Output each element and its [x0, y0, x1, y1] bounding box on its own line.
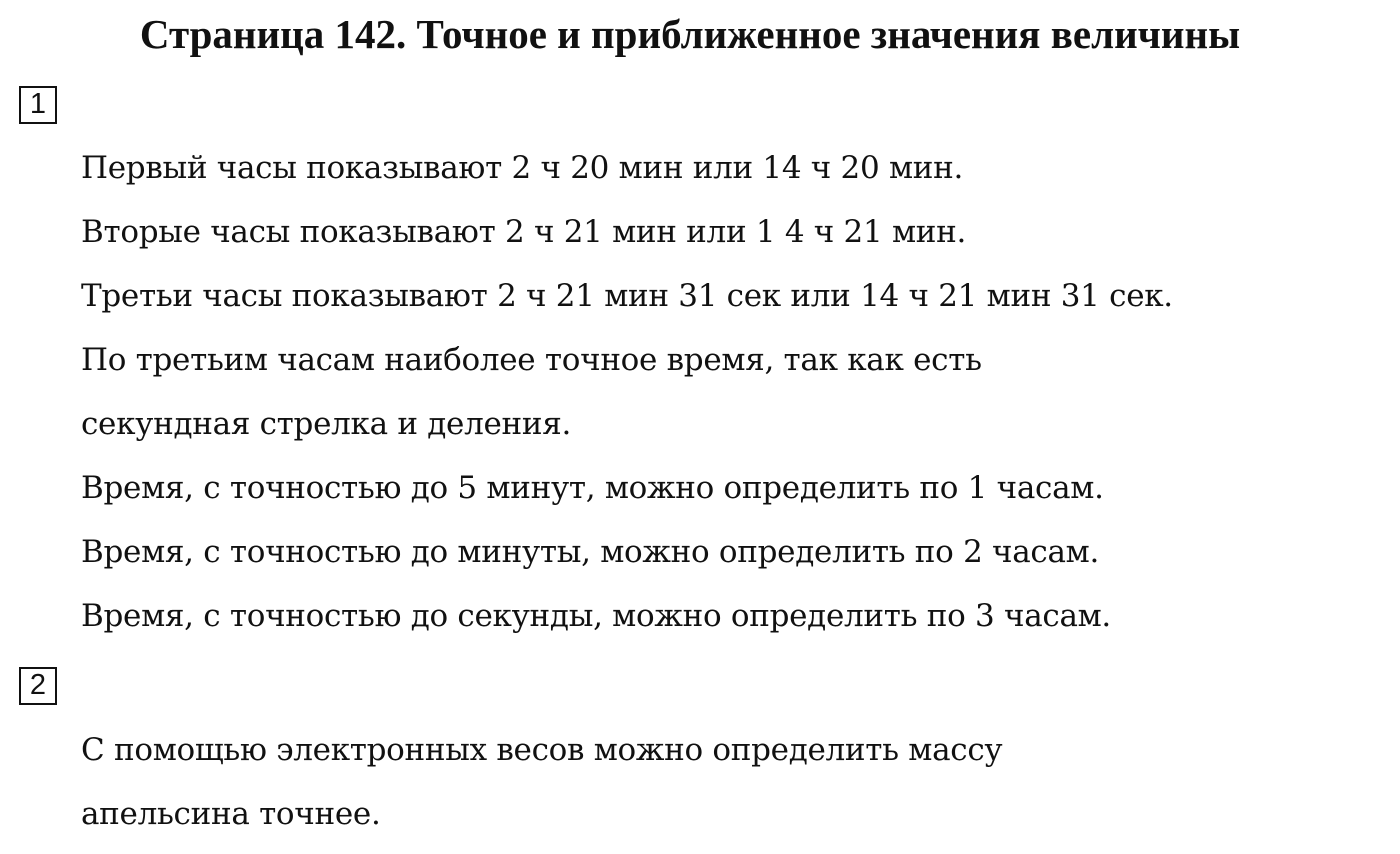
task-number-box: 2 [19, 667, 57, 705]
answer-line: Третьи часы показывают 2 ч 21 мин 31 сек или 14 ч 21 мин 31 сек. [81, 278, 1173, 314]
task-number-box: 1 [19, 86, 57, 124]
answer-line: С помощью электронных весов можно определить массу [81, 732, 1003, 768]
answer-line: Время, с точностью до минуты, можно определить по 2 часам. [81, 534, 1100, 570]
answer-line: секундная стрелка и деления. [81, 406, 572, 442]
answer-line: Первый часы показывают 2 ч 20 мин или 14 ч 20 мин. [81, 150, 964, 186]
answer-line: апельсина точнее. [81, 796, 381, 832]
answer-line: Время, с точностью до 5 минут, можно определить по 1 часам. [81, 470, 1104, 506]
page-title: Страница 142. Точное и приближенное значения величины [139, 11, 1241, 57]
answer-line: По третьим часам наиболее точное время, так как есть [81, 342, 982, 378]
answer-line: Время, с точностью до секунды, можно определить по 3 часам. [81, 598, 1111, 634]
answer-line: Вторые часы показывают 2 ч 21 мин или 1 4 ч 21 мин. [81, 214, 967, 250]
